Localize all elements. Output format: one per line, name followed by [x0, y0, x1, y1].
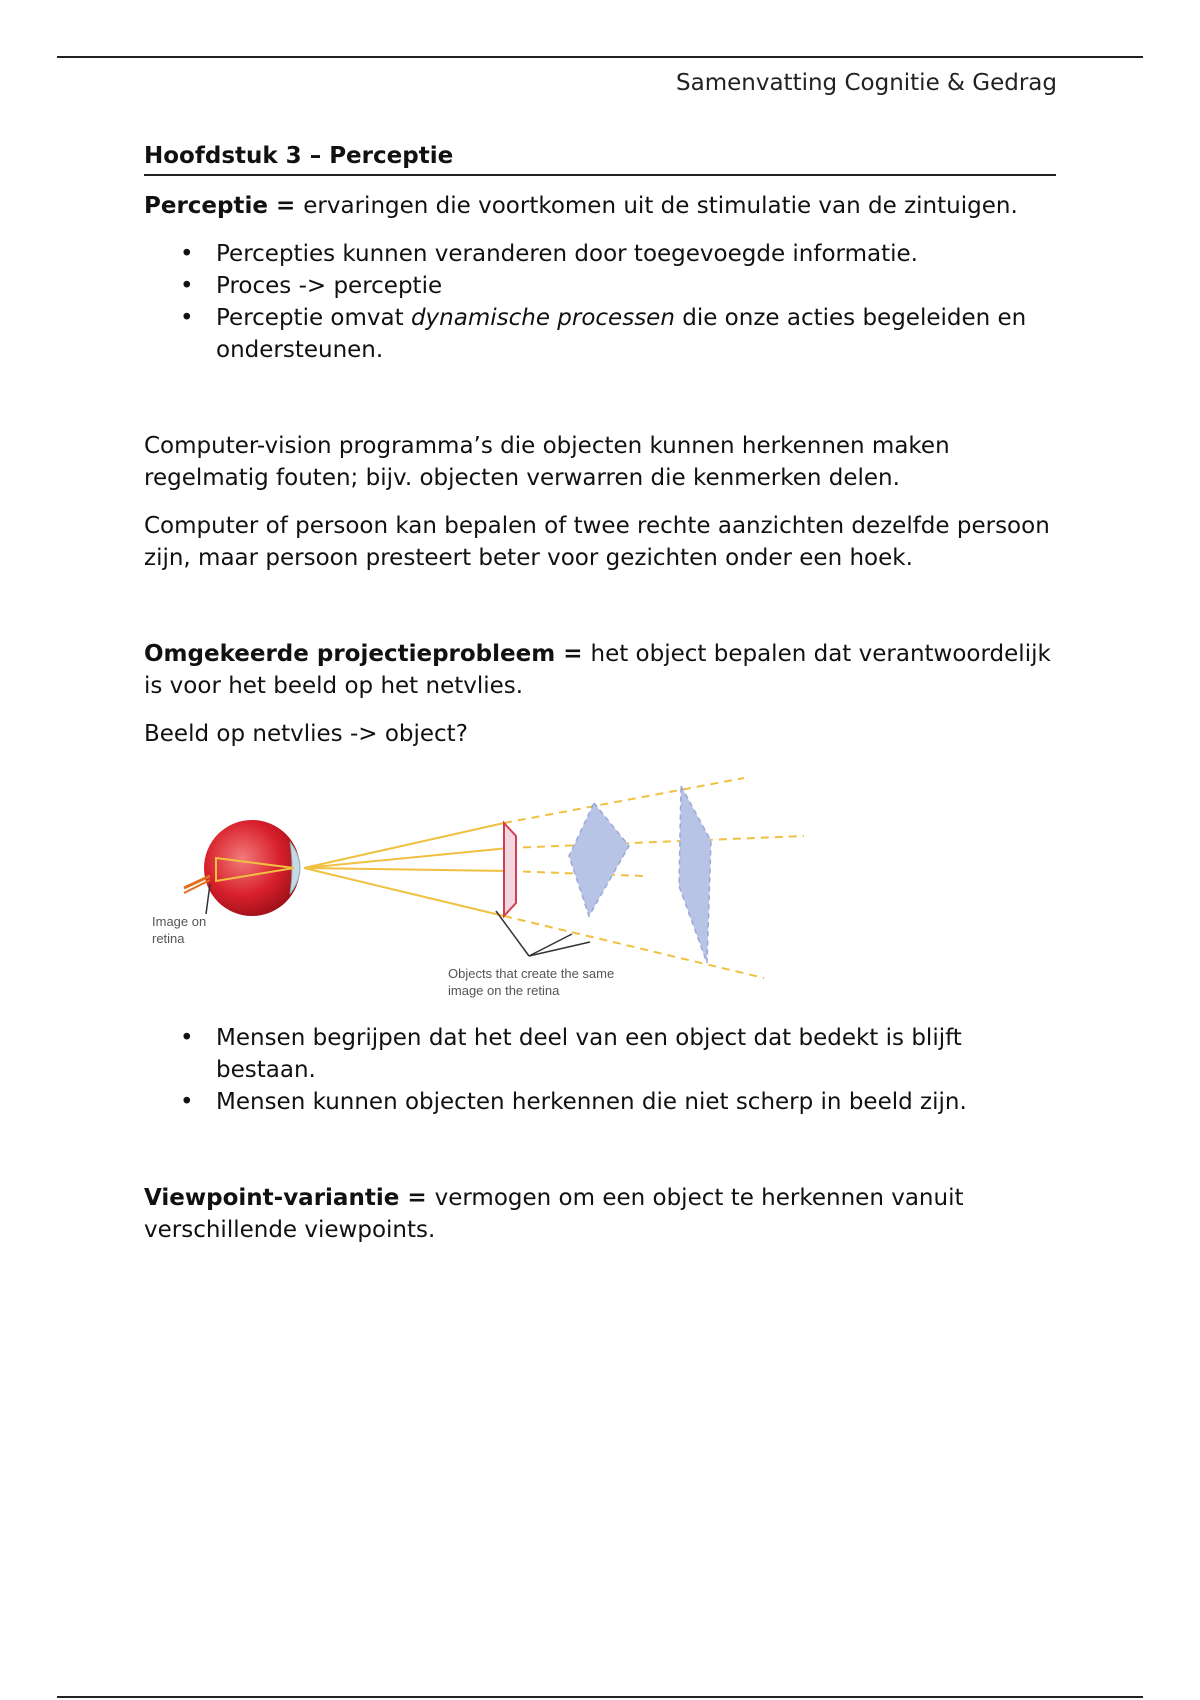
light-rays — [304, 823, 509, 916]
header-rule — [57, 56, 1143, 58]
definition-text: het object bepalen dat verantwoordelijk is voor het beeld op het netvlies. — [144, 641, 1051, 699]
list-item-emphasis: dynamische processen — [410, 305, 675, 331]
list-item: • Mensen kunnen objecten herkennen die niet scherp in beeld zijn. — [216, 1086, 1056, 1118]
definition-separator: = — [399, 1185, 435, 1211]
list-item: • Mensen begrijpen dat het deel van een object dat bedekt is blijft bestaan. — [216, 1022, 1056, 1086]
eye-projection-diagram — [144, 766, 844, 1008]
label-retina-1: Image on — [152, 914, 207, 929]
medium-object — [569, 803, 629, 916]
chapter-title: Hoofdstuk 3 – Perceptie — [144, 140, 1056, 176]
footer-rule — [57, 1696, 1143, 1698]
eye-icon — [184, 820, 300, 916]
paragraph-computer-persoon: Computer of persoon kan bepalen of twee rechte aanzichten dezelfde persoon zijn, maar persoon presteert beter voor gezichten onder een hoek. — [144, 513, 1050, 571]
definition-perceptie — [144, 190, 1056, 222]
label-objects-2: image on the retina — [448, 983, 560, 998]
label-objects-1: Objects that create the same — [448, 966, 615, 981]
list-item-text: Perceptie omvat — [216, 305, 411, 331]
definition-text: ervaringen die voortkomen uit de stimulatie van de zintuigen. — [303, 193, 1018, 219]
list-item: • Proces -> perceptie — [216, 270, 1056, 302]
term-viewpoint: Viewpoint-variantie — [144, 1185, 400, 1211]
dashed-rays — [504, 778, 804, 978]
definition-separator: = — [267, 193, 304, 219]
page-content — [144, 140, 1056, 1262]
term-projectie: Omgekeerde projectieprobleem — [144, 641, 556, 667]
label-retina-2: retina — [152, 931, 185, 946]
definition-projectie — [144, 638, 1056, 702]
definition-text: vermogen om een object te herkennen vanuit verschillende viewpoints. — [144, 1185, 964, 1243]
bullet-list — [144, 238, 1056, 366]
paragraph-beeld: Beeld op netvlies -> object? — [144, 721, 468, 747]
small-object — [504, 823, 516, 916]
definition-viewpoint — [144, 1182, 1056, 1246]
term-perceptie: Perceptie — [144, 193, 268, 219]
bullet-list — [144, 1022, 1056, 1118]
inverse-projection-figure — [144, 766, 844, 1008]
definition-separator: = — [555, 641, 591, 667]
paragraph-computer-vision: Computer-vision programma’s die objecten kunnen herkennen maken regelmatig fouten; bijv. objecten verwarren die kenmerken delen. — [144, 433, 950, 491]
large-object — [679, 786, 711, 963]
list-item: • Percepties kunnen veranderen door toegevoegde informatie. — [216, 238, 1056, 270]
list-item — [216, 302, 1056, 366]
list-item-text: die onze acties begeleiden en ondersteunen. — [216, 305, 1027, 363]
running-header: Samenvatting Cognitie & Gedrag — [676, 70, 1057, 96]
